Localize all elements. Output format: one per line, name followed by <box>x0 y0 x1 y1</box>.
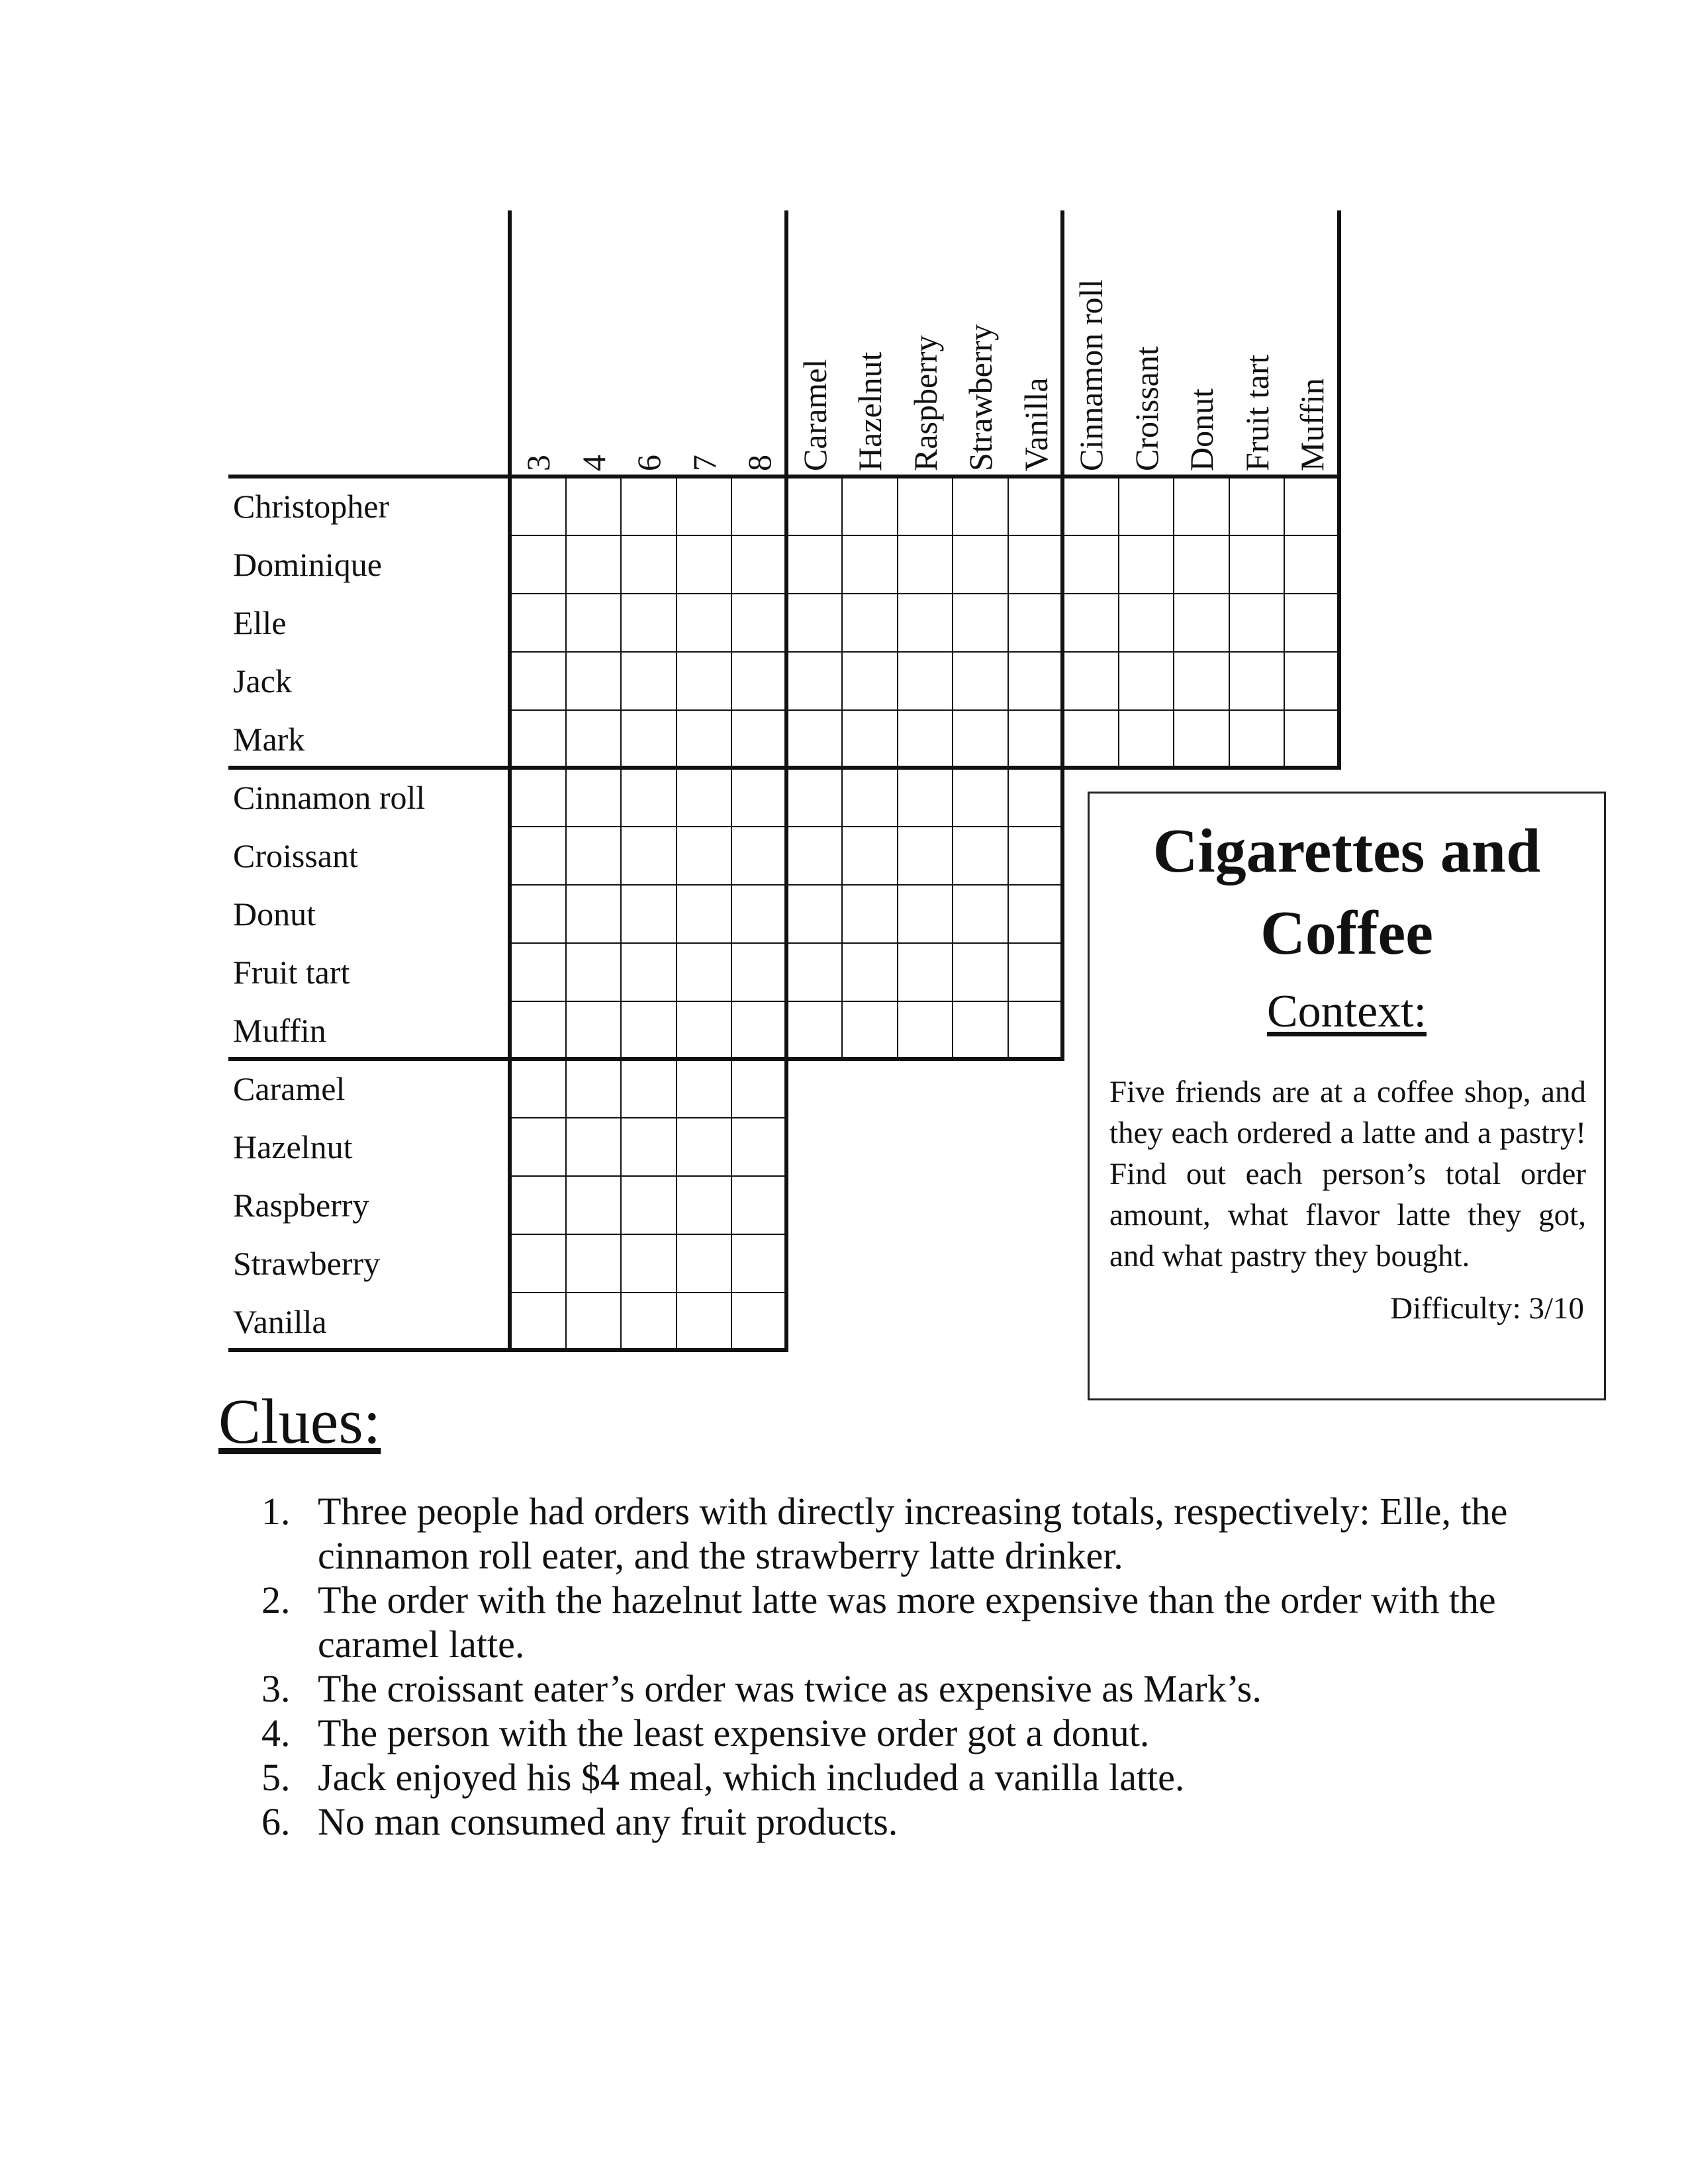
grid-cell-people-christopher-pastries-donut[interactable] <box>1173 477 1230 536</box>
grid-cell-people-christopher-flavors-raspberry[interactable] <box>897 477 954 536</box>
grid-cell-flavors-raspberry-totals-3[interactable] <box>510 1175 567 1235</box>
grid-cell-pastries-croissant-totals-6[interactable] <box>620 826 677 886</box>
row-label-caramel: Caramel <box>233 1070 346 1107</box>
clue-number: 1. <box>261 1490 291 1533</box>
grid-cell-people-christopher-flavors-caramel[interactable] <box>786 477 843 536</box>
grid-cell-pastries-muffin-totals-6[interactable] <box>620 1001 677 1060</box>
clue-number: 2. <box>261 1578 291 1621</box>
grid-cell-people-christopher-flavors-vanilla[interactable] <box>1008 477 1064 536</box>
clues-list <box>261 1489 1519 1844</box>
grid-cell-people-jack-totals-6[interactable] <box>620 651 677 711</box>
grid-cell-people-elle-totals-3[interactable] <box>510 593 567 653</box>
grid-cell-people-elle-pastries-donut[interactable] <box>1173 593 1230 653</box>
grid-cell-pastries-donut-flavors-caramel[interactable] <box>786 884 843 944</box>
grid-cell-people-christopher-flavors-hazelnut[interactable] <box>841 477 898 536</box>
puzzle-title: Cigarettes and Coffee <box>1152 817 1541 968</box>
grid-cell-pastries-fruit-tart-flavors-caramel[interactable] <box>786 942 843 1002</box>
grid-cell-flavors-caramel-totals-7[interactable] <box>676 1059 733 1118</box>
grid-cell-people-dominique-pastries-fruit-tart[interactable] <box>1229 535 1286 594</box>
grid-cell-people-mark-totals-4[interactable] <box>565 709 622 769</box>
grid-cell-pastries-fruit-tart-flavors-hazelnut[interactable] <box>841 942 898 1002</box>
grid-cell-flavors-vanilla-totals-7[interactable] <box>676 1292 733 1351</box>
grid-cell-pastries-donut-flavors-strawberry[interactable] <box>952 884 1009 944</box>
grid-cell-pastries-cinnamon-roll-totals-8[interactable] <box>731 768 788 827</box>
grid-cell-pastries-fruit-tart-totals-6[interactable] <box>620 942 677 1002</box>
grid-cell-flavors-strawberry-totals-4[interactable] <box>565 1234 622 1293</box>
grid-cell-pastries-cinnamon-roll-flavors-caramel[interactable] <box>786 768 843 827</box>
row-label-fruit-tart: Fruit tart <box>233 954 350 991</box>
grid-cell-flavors-raspberry-totals-7[interactable] <box>676 1175 733 1235</box>
grid-cell-people-mark-pastries-croissant[interactable] <box>1118 709 1175 769</box>
grid-cell-people-elle-flavors-raspberry[interactable] <box>897 593 954 653</box>
grid-cell-people-elle-flavors-strawberry[interactable] <box>952 593 1009 653</box>
grid-cell-people-dominique-totals-3[interactable] <box>510 535 567 594</box>
grid-cell-people-dominique-totals-6[interactable] <box>620 535 677 594</box>
grid-cell-people-dominique-totals-7[interactable] <box>676 535 733 594</box>
grid-cell-people-dominique-pastries-muffin[interactable] <box>1284 535 1340 594</box>
clue-text: The order with the hazelnut latte was more expensive than the order with the caramel latte. <box>318 1578 1496 1666</box>
column-label-4: 4 <box>575 455 612 471</box>
grid-cell-flavors-strawberry-totals-3[interactable] <box>510 1234 567 1293</box>
grid-cell-flavors-raspberry-totals-8[interactable] <box>731 1175 788 1235</box>
grid-cell-pastries-croissant-flavors-hazelnut[interactable] <box>841 826 898 886</box>
grid-cell-people-jack-totals-8[interactable] <box>731 651 788 711</box>
grid-cell-people-elle-pastries-fruit-tart[interactable] <box>1229 593 1286 653</box>
grid-cell-pastries-donut-totals-8[interactable] <box>731 884 788 944</box>
grid-cell-pastries-croissant-flavors-caramel[interactable] <box>786 826 843 886</box>
grid-cell-people-christopher-pastries-croissant[interactable] <box>1118 477 1175 536</box>
grid-cell-people-christopher-pastries-fruit-tart[interactable] <box>1229 477 1286 536</box>
grid-cell-people-elle-flavors-hazelnut[interactable] <box>841 593 898 653</box>
grid-cell-people-elle-flavors-caramel[interactable] <box>786 593 843 653</box>
column-label-7: 7 <box>685 455 723 471</box>
grid-cell-pastries-donut-totals-3[interactable] <box>510 884 567 944</box>
grid-cell-pastries-donut-totals-4[interactable] <box>565 884 622 944</box>
grid-cell-people-elle-totals-8[interactable] <box>731 593 788 653</box>
grid-cell-people-elle-totals-4[interactable] <box>565 593 622 653</box>
grid-cell-pastries-donut-totals-7[interactable] <box>676 884 733 944</box>
column-label-vanilla: Vanilla <box>1017 377 1055 471</box>
column-label-6: 6 <box>630 455 667 471</box>
row-label-croissant: Croissant <box>233 837 358 874</box>
clue-text: Jack enjoyed his $4 meal, which included a vanilla latte. <box>318 1756 1185 1799</box>
grid-cell-flavors-vanilla-totals-6[interactable] <box>620 1292 677 1351</box>
grid-cell-flavors-hazelnut-totals-4[interactable] <box>565 1117 622 1177</box>
grid-separator-col-2 <box>1060 210 1064 1061</box>
grid-cell-people-dominique-pastries-donut[interactable] <box>1173 535 1230 594</box>
grid-cell-pastries-fruit-tart-totals-7[interactable] <box>676 942 733 1002</box>
grid-cell-people-christopher-totals-4[interactable] <box>565 477 622 536</box>
grid-cell-people-elle-totals-6[interactable] <box>620 593 677 653</box>
grid-cell-people-christopher-pastries-cinnamon-roll[interactable] <box>1062 477 1119 536</box>
row-label-cinnamon-roll: Cinnamon roll <box>233 779 426 816</box>
grid-cell-pastries-fruit-tart-totals-3[interactable] <box>510 942 567 1002</box>
grid-cell-pastries-cinnamon-roll-totals-4[interactable] <box>565 768 622 827</box>
column-label-croissant: Croissant <box>1127 346 1165 471</box>
grid-cell-people-jack-pastries-fruit-tart[interactable] <box>1229 651 1286 711</box>
grid-cell-flavors-hazelnut-totals-6[interactable] <box>620 1117 677 1177</box>
grid-cell-people-dominique-flavors-vanilla[interactable] <box>1008 535 1064 594</box>
grid-cell-people-mark-totals-7[interactable] <box>676 709 733 769</box>
context-text: Five friends are at a coffee shop, and they each ordered a latte and a pastry! Find out each person’s total order amount, what flavor latte they got, and what pastry they bought. <box>1109 1075 1586 1273</box>
grid-cell-people-jack-pastries-donut[interactable] <box>1173 651 1230 711</box>
clue-number: 3. <box>261 1667 291 1710</box>
grid-cell-pastries-croissant-flavors-vanilla[interactable] <box>1008 826 1064 886</box>
grid-separator-col-1 <box>784 210 788 1352</box>
grid-cell-pastries-fruit-tart-totals-8[interactable] <box>731 942 788 1002</box>
grid-left-border <box>508 210 512 1352</box>
row-label-christopher: Christopher <box>233 488 390 525</box>
column-label-fruit-tart: Fruit tart <box>1238 354 1276 471</box>
grid-cell-pastries-muffin-totals-3[interactable] <box>510 1001 567 1060</box>
grid-cell-pastries-muffin-flavors-strawberry[interactable] <box>952 1001 1009 1060</box>
grid-cell-people-elle-pastries-cinnamon-roll[interactable] <box>1062 593 1119 653</box>
clue-text: No man consumed any fruit products. <box>318 1800 898 1843</box>
grid-cell-people-jack-flavors-hazelnut[interactable] <box>841 651 898 711</box>
grid-cell-pastries-cinnamon-roll-totals-3[interactable] <box>510 768 567 827</box>
row-label-donut: Donut <box>233 895 316 933</box>
grid-cell-people-dominique-flavors-hazelnut[interactable] <box>841 535 898 594</box>
grid-cell-pastries-donut-totals-6[interactable] <box>620 884 677 944</box>
row-label-raspberry: Raspberry <box>233 1187 369 1224</box>
grid-cell-flavors-raspberry-totals-4[interactable] <box>565 1175 622 1235</box>
grid-cell-people-mark-flavors-caramel[interactable] <box>786 709 843 769</box>
grid-cell-people-dominique-flavors-raspberry[interactable] <box>897 535 954 594</box>
grid-cell-people-dominique-totals-4[interactable] <box>565 535 622 594</box>
grid-cell-people-dominique-pastries-croissant[interactable] <box>1118 535 1175 594</box>
grid-cell-people-jack-pastries-cinnamon-roll[interactable] <box>1062 651 1119 711</box>
grid-cell-flavors-hazelnut-totals-3[interactable] <box>510 1117 567 1177</box>
grid-cell-people-mark-flavors-vanilla[interactable] <box>1008 709 1064 769</box>
column-label-donut: Donut <box>1183 388 1220 471</box>
grid-cell-pastries-fruit-tart-flavors-vanilla[interactable] <box>1008 942 1064 1002</box>
grid-cell-flavors-vanilla-totals-8[interactable] <box>731 1292 788 1351</box>
grid-cell-people-jack-pastries-croissant[interactable] <box>1118 651 1175 711</box>
grid-cell-people-mark-totals-3[interactable] <box>510 709 567 769</box>
grid-cell-pastries-fruit-tart-totals-4[interactable] <box>565 942 622 1002</box>
grid-cell-pastries-fruit-tart-flavors-raspberry[interactable] <box>897 942 954 1002</box>
grid-cell-pastries-croissant-totals-8[interactable] <box>731 826 788 886</box>
column-label-3: 3 <box>520 455 557 471</box>
grid-cell-people-mark-pastries-fruit-tart[interactable] <box>1229 709 1286 769</box>
row-label-jack: Jack <box>233 662 292 700</box>
grid-cell-pastries-croissant-totals-3[interactable] <box>510 826 567 886</box>
grid-cell-people-jack-flavors-strawberry[interactable] <box>952 651 1009 711</box>
row-label-elle: Elle <box>233 604 287 641</box>
grid-separator-row-2 <box>228 1057 1064 1061</box>
grid-cell-people-dominique-pastries-cinnamon-roll[interactable] <box>1062 535 1119 594</box>
grid-cell-people-dominique-flavors-strawberry[interactable] <box>952 535 1009 594</box>
clue-number: 6. <box>261 1800 291 1843</box>
clue-text: The person with the least expensive order got a donut. <box>318 1711 1150 1754</box>
column-label-8: 8 <box>741 455 778 471</box>
grid-cell-people-jack-flavors-vanilla[interactable] <box>1008 651 1064 711</box>
row-label-strawberry: Strawberry <box>233 1245 381 1282</box>
grid-cell-people-elle-totals-7[interactable] <box>676 593 733 653</box>
grid-cell-people-mark-pastries-cinnamon-roll[interactable] <box>1062 709 1119 769</box>
grid-cell-flavors-raspberry-totals-6[interactable] <box>620 1175 677 1235</box>
grid-cell-flavors-caramel-totals-4[interactable] <box>565 1059 622 1118</box>
grid-cell-pastries-donut-flavors-hazelnut[interactable] <box>841 884 898 944</box>
grid-cell-pastries-muffin-flavors-raspberry[interactable] <box>897 1001 954 1060</box>
clues-heading: Clues: <box>218 1386 381 1457</box>
clue-item <box>261 1666 1519 1711</box>
grid-cell-pastries-fruit-tart-flavors-strawberry[interactable] <box>952 942 1009 1002</box>
column-label-strawberry: Strawberry <box>962 324 999 471</box>
clue-text: The croissant eater’s order was twice as expensive as Mark’s. <box>318 1667 1262 1710</box>
column-label-hazelnut: Hazelnut <box>851 351 888 471</box>
grid-cell-pastries-croissant-totals-7[interactable] <box>676 826 733 886</box>
grid-cell-people-jack-pastries-muffin[interactable] <box>1284 651 1340 711</box>
grid-cell-people-mark-pastries-muffin[interactable] <box>1284 709 1340 769</box>
column-label-caramel: Caramel <box>796 359 833 471</box>
row-label-vanilla: Vanilla <box>233 1303 327 1340</box>
grid-cell-flavors-caramel-totals-3[interactable] <box>510 1059 567 1118</box>
column-label-cinnamon-roll: Cinnamon roll <box>1072 279 1109 471</box>
grid-cell-people-mark-totals-6[interactable] <box>620 709 677 769</box>
grid-cell-pastries-muffin-flavors-hazelnut[interactable] <box>841 1001 898 1060</box>
grid-cell-people-jack-totals-7[interactable] <box>676 651 733 711</box>
grid-cell-people-christopher-totals-7[interactable] <box>676 477 733 536</box>
context-heading: Context: <box>1266 986 1427 1037</box>
grid-cell-people-mark-flavors-raspberry[interactable] <box>897 709 954 769</box>
grid-cell-people-mark-flavors-hazelnut[interactable] <box>841 709 898 769</box>
grid-cell-people-dominique-totals-8[interactable] <box>731 535 788 594</box>
grid-cell-pastries-muffin-flavors-vanilla[interactable] <box>1008 1001 1064 1060</box>
grid-cell-people-christopher-flavors-strawberry[interactable] <box>952 477 1009 536</box>
clue-number: 4. <box>261 1711 291 1754</box>
grid-cell-people-dominique-flavors-caramel[interactable] <box>786 535 843 594</box>
grid-cell-flavors-hazelnut-totals-7[interactable] <box>676 1117 733 1177</box>
grid-cell-pastries-cinnamon-roll-totals-7[interactable] <box>676 768 733 827</box>
clue-item <box>261 1578 1519 1666</box>
grid-right-border <box>1337 210 1341 770</box>
grid-cell-people-christopher-totals-3[interactable] <box>510 477 567 536</box>
clue-item <box>261 1755 1519 1799</box>
grid-cell-flavors-strawberry-totals-7[interactable] <box>676 1234 733 1293</box>
grid-cell-people-jack-totals-4[interactable] <box>565 651 622 711</box>
grid-cell-people-elle-flavors-vanilla[interactable] <box>1008 593 1064 653</box>
grid-cell-pastries-donut-flavors-raspberry[interactable] <box>897 884 954 944</box>
grid-cell-flavors-vanilla-totals-4[interactable] <box>565 1292 622 1351</box>
column-label-muffin: Muffin <box>1293 378 1331 471</box>
clue-item <box>261 1711 1519 1755</box>
grid-cell-pastries-croissant-flavors-raspberry[interactable] <box>897 826 954 886</box>
grid-cell-pastries-muffin-totals-7[interactable] <box>676 1001 733 1060</box>
row-label-hazelnut: Hazelnut <box>233 1128 353 1165</box>
grid-cell-people-elle-pastries-croissant[interactable] <box>1118 593 1175 653</box>
grid-cell-pastries-cinnamon-roll-totals-6[interactable] <box>620 768 677 827</box>
grid-cell-people-elle-pastries-muffin[interactable] <box>1284 593 1340 653</box>
grid-cell-pastries-cinnamon-roll-flavors-raspberry[interactable] <box>897 768 954 827</box>
row-label-muffin: Muffin <box>233 1012 326 1049</box>
grid-cell-flavors-caramel-totals-8[interactable] <box>731 1059 788 1118</box>
grid-cell-flavors-vanilla-totals-3[interactable] <box>510 1292 567 1351</box>
grid-cell-pastries-cinnamon-roll-flavors-vanilla[interactable] <box>1008 768 1064 827</box>
grid-cell-pastries-cinnamon-roll-flavors-strawberry[interactable] <box>952 768 1009 827</box>
row-label-dominique: Dominique <box>233 546 382 583</box>
grid-cell-people-christopher-pastries-muffin[interactable] <box>1284 477 1340 536</box>
grid-cell-people-christopher-totals-8[interactable] <box>731 477 788 536</box>
difficulty-label: Difficulty: 3/10 <box>1390 1291 1584 1326</box>
column-label-raspberry: Raspberry <box>906 335 944 471</box>
clue-text: Three people had orders with directly increasing totals, respectively: Elle, the cinnamon roll eater, and the strawberry latte drinker. <box>318 1490 1508 1577</box>
grid-cell-people-mark-pastries-donut[interactable] <box>1173 709 1230 769</box>
clue-item <box>261 1489 1519 1578</box>
grid-cell-pastries-muffin-totals-4[interactable] <box>565 1001 622 1060</box>
grid-cell-flavors-strawberry-totals-6[interactable] <box>620 1234 677 1293</box>
grid-cell-pastries-croissant-totals-4[interactable] <box>565 826 622 886</box>
grid-cell-flavors-hazelnut-totals-8[interactable] <box>731 1117 788 1177</box>
row-label-mark: Mark <box>233 721 305 758</box>
clue-number: 5. <box>261 1756 291 1799</box>
grid-cell-people-jack-flavors-caramel[interactable] <box>786 651 843 711</box>
grid-cell-pastries-muffin-flavors-caramel[interactable] <box>786 1001 843 1060</box>
grid-cell-people-jack-flavors-raspberry[interactable] <box>897 651 954 711</box>
context-box <box>1088 792 1606 1400</box>
grid-cell-people-mark-flavors-strawberry[interactable] <box>952 709 1009 769</box>
grid-cell-flavors-caramel-totals-6[interactable] <box>620 1059 677 1118</box>
grid-cell-pastries-donut-flavors-vanilla[interactable] <box>1008 884 1064 944</box>
grid-cell-pastries-croissant-flavors-strawberry[interactable] <box>952 826 1009 886</box>
grid-cell-flavors-strawberry-totals-8[interactable] <box>731 1234 788 1293</box>
grid-cell-people-mark-totals-8[interactable] <box>731 709 788 769</box>
grid-cell-people-jack-totals-3[interactable] <box>510 651 567 711</box>
clue-item <box>261 1799 1519 1844</box>
grid-cell-pastries-cinnamon-roll-flavors-hazelnut[interactable] <box>841 768 898 827</box>
grid-cell-people-christopher-totals-6[interactable] <box>620 477 677 536</box>
grid-cell-pastries-muffin-totals-8[interactable] <box>731 1001 788 1060</box>
